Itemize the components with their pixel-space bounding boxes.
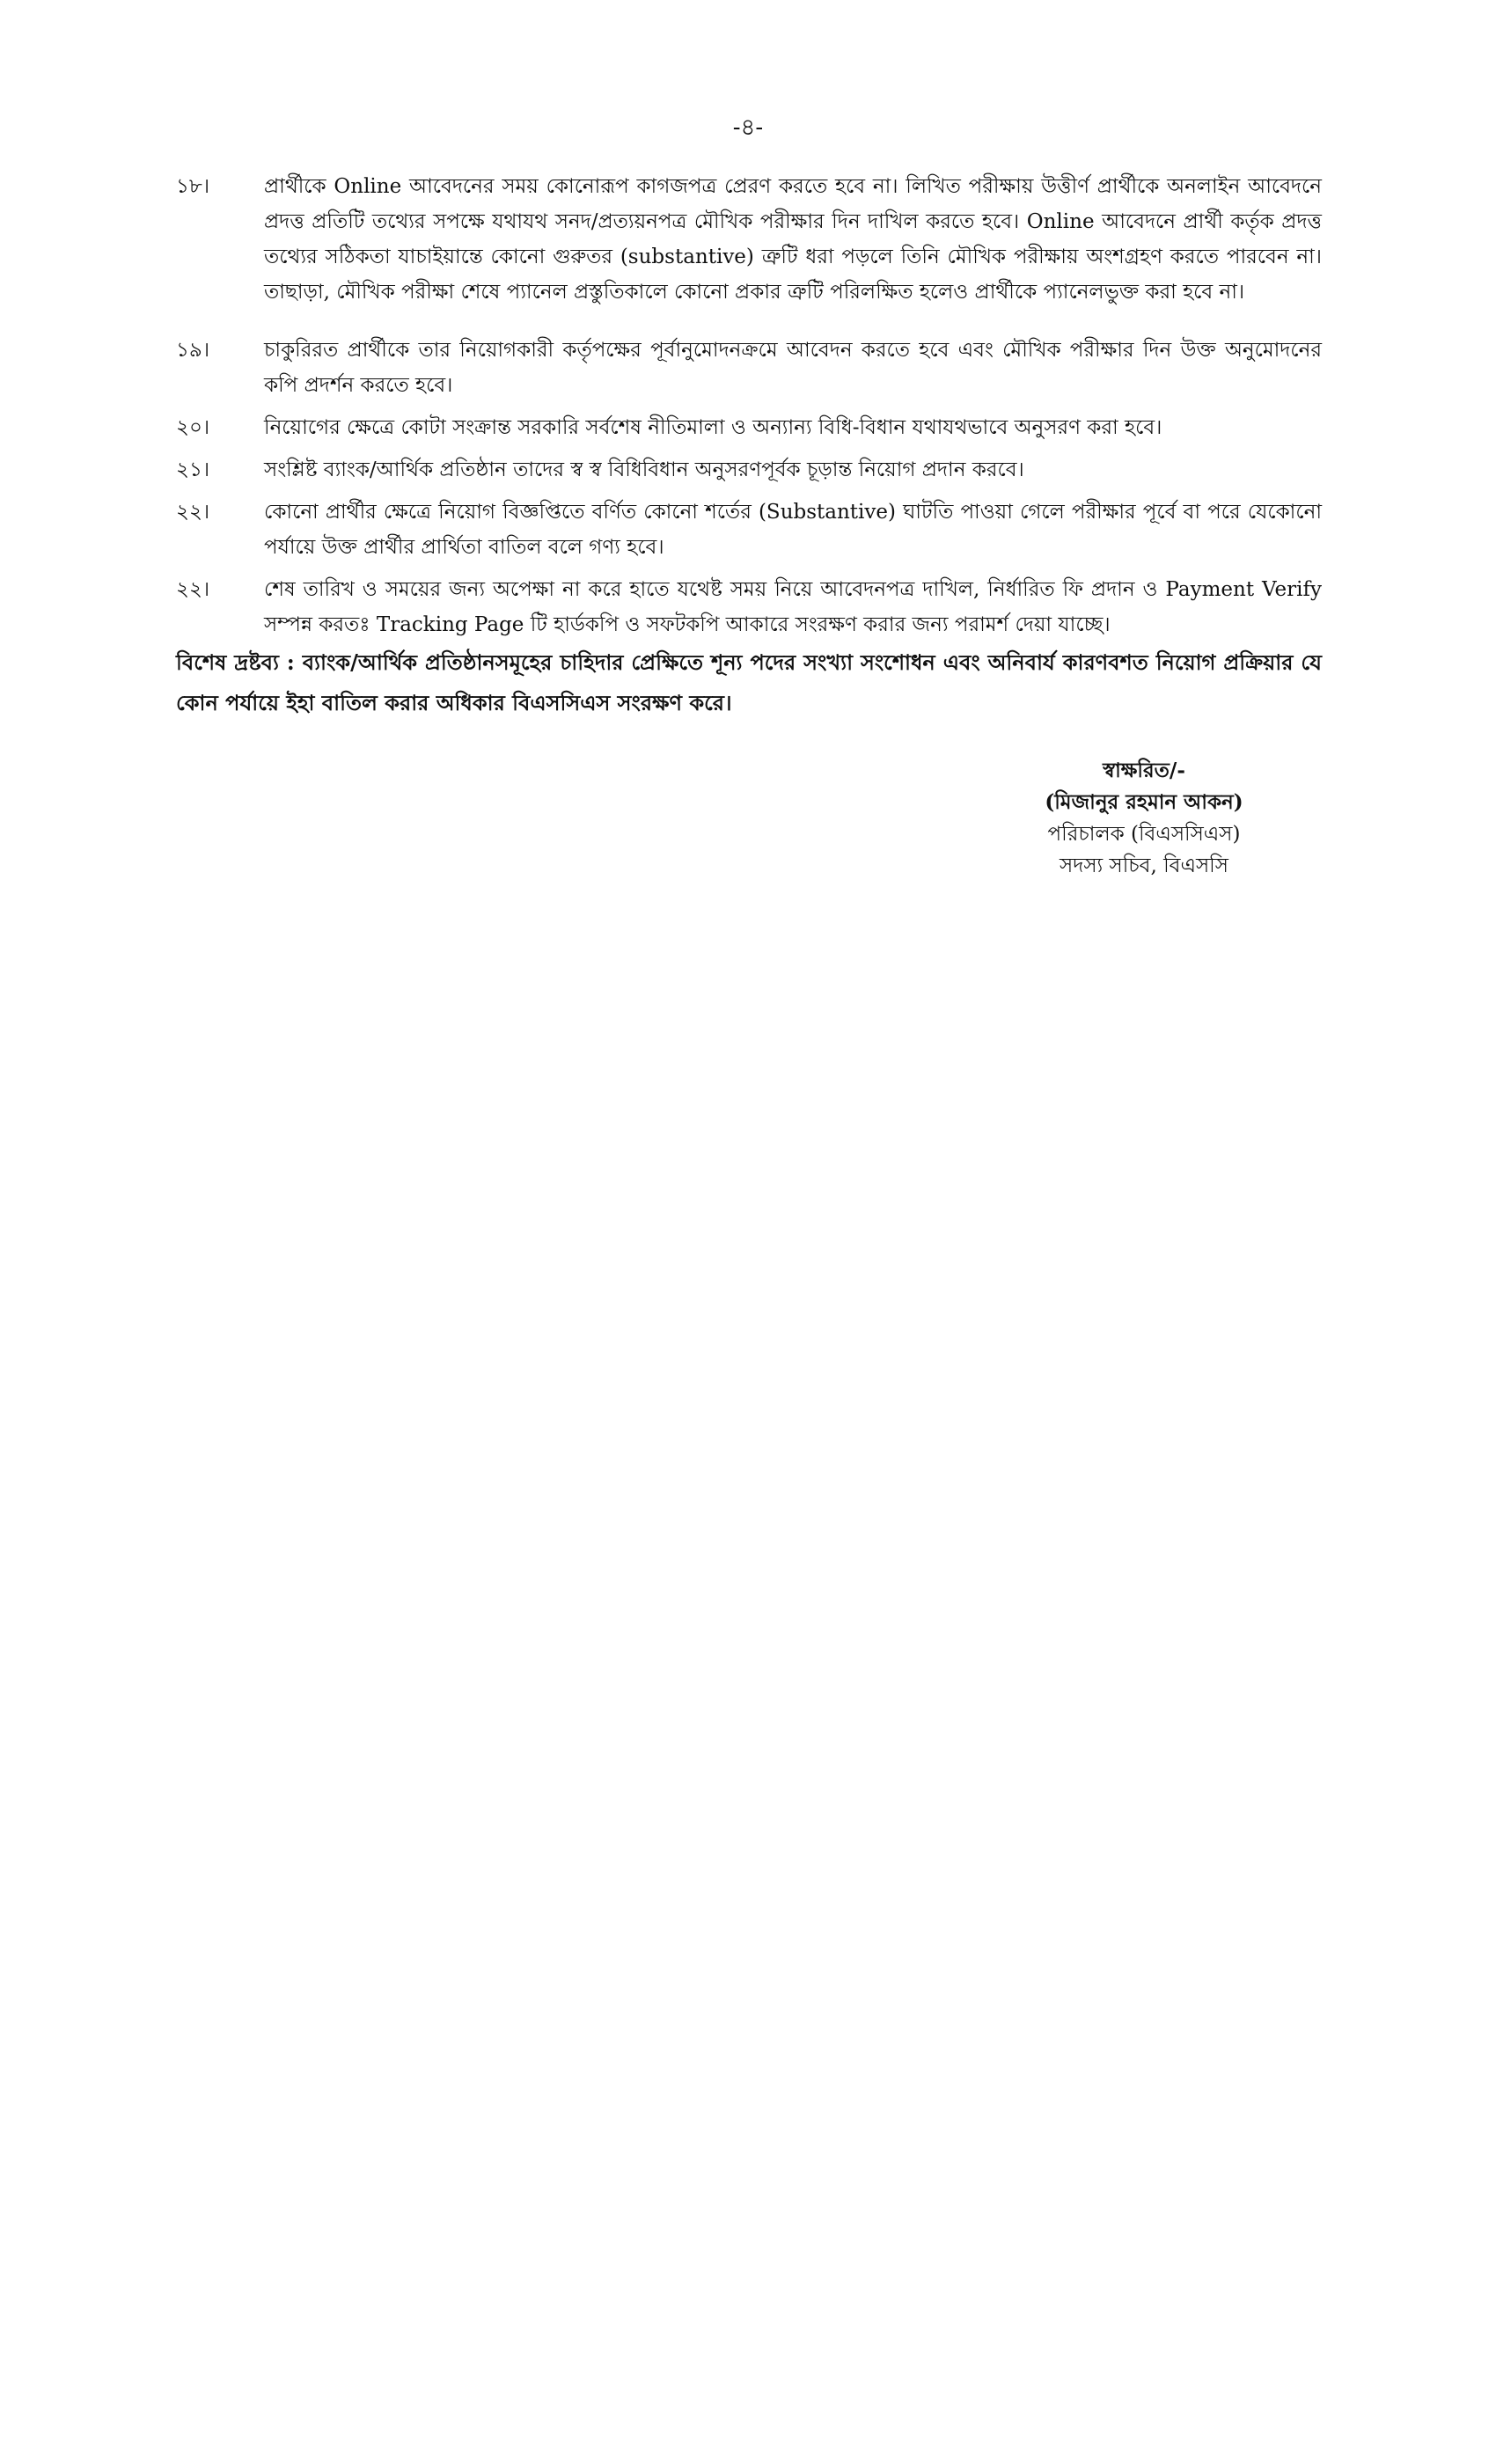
instruction-item	[176, 572, 1322, 642]
item-number: ২২।	[176, 578, 210, 601]
signatory-office: সদস্য সচিব, বিএসসি	[1060, 854, 1228, 877]
item-number: ২২।	[176, 501, 210, 524]
instruction-item	[176, 495, 1322, 565]
item-text: শেষ তারিখ ও সময়ের জন্য অপেক্ষা না করে হাতে যথেষ্ট সময় নিয়ে আবেদনপত্র দাখিল, নির্ধারিত ফি প্রদান ও Payment Verify সম্পন্ন করতঃ Tracking Page টি হার্ডকপি ও সফটকপি আকারে সংরক্ষণ করার জন্য পরামর্শ দেয়া যাচ্ছে।	[264, 578, 1322, 636]
item-number: ১৮।	[176, 175, 210, 198]
signed-mark: স্বাক্ষরিত/-	[1103, 759, 1185, 782]
instruction-item	[176, 452, 1322, 488]
signatory-designation: পরিচালক (বিএসসিএস)	[1047, 823, 1241, 846]
item-text: কোনো প্রার্থীর ক্ষেত্রে নিয়োগ বিজ্ঞপ্তিতে বর্ণিত কোনো শর্তের (Substantive) ঘাটতি পাওয়া গেলে পরীক্ষার পূর্বে বা পরে যেকোনো পর্যায়ে উক্ত প্রার্থীর প্রার্থিতা বাতিল বলে গণ্য হবে।	[264, 501, 1322, 559]
item-number: ২১।	[176, 458, 210, 481]
instruction-list	[176, 169, 1322, 642]
signatory-name: (মিজানুর রহমান আকন)	[1045, 790, 1243, 814]
instruction-item	[176, 333, 1322, 403]
item-text: চাকুরিরত প্রার্থীকে তার নিয়োগকারী কর্তৃপক্ষের পূর্বানুমোদনক্রমে আবেদন করতে হবে এবং মৌখিক পরীক্ষার দিন উক্ত অনুমোদনের কপি প্রদর্শন করতে হবে।	[264, 339, 1322, 397]
special-note: বিশেষ দ্রষ্টব্য : ব্যাংক/আর্থিক প্রতিষ্ঠানসমূহের চাহিদার প্রেক্ষিতে শূন্য পদের সংখ্যা সংশোধন এবং অনিবার্য কারণবশত নিয়োগ প্রক্রিয়ার যে কোন পর্যায়ে ইহা বাতিল করার অধিকার বিএসসিএস সংরক্ষণ করে।	[176, 649, 1322, 715]
item-text: নিয়োগের ক্ষেত্রে কোটা সংক্রান্ত সরকারি সর্বশেষ নীতিমালা ও অন্যান্য বিধি-বিধান যথাযথভাবে অনুসরণ করা হবে।	[264, 416, 1162, 439]
item-text: সংশ্লিষ্ট ব্যাংক/আর্থিক প্রতিষ্ঠান তাদের স্ব স্ব বিধিবিধান অনুসরণপূর্বক চূড়ান্ত নিয়োগ প্রদান করবে।	[264, 458, 1024, 481]
instruction-item	[176, 169, 1322, 310]
page-number: -৪-	[732, 114, 764, 141]
signature-block	[994, 755, 1294, 882]
item-text: প্রার্থীকে Online আবেদনের সময় কোনোরূপ কাগজপত্র প্রেরণ করতে হবে না। লিখিত পরীক্ষায় উত্তীর্ণ প্রার্থীকে অনলাইন আবেদনে প্রদত্ত প্রতিটি তথ্যের সপক্ষে যথাযথ সনদ/প্রত্যয়নপত্র মৌখিক পরীক্ষার দিন দাখিল করতে হবে। Online আবেদনে প্রার্থী কর্তৃক প্রদত্ত তথ্যের সঠিকতা যাচাইয়ান্তে কোনো গুরুতর (substantive) ত্রুটি ধরা পড়লে তিনি মৌখিক পরীক্ষায় অংশগ্রহণ করতে পারবেন না। তাছাড়া, মৌখিক পরীক্ষা শেষে প্যানেল প্রস্তুতিকালে কোনো প্রকার ত্রুটি পরিলক্ষিত হলেও প্রার্থীকে প্যানেলভুক্ত করা হবে না।	[264, 175, 1322, 304]
item-number: ২০।	[176, 416, 210, 439]
item-number: ১৯।	[176, 339, 210, 362]
instruction-item	[176, 410, 1322, 445]
